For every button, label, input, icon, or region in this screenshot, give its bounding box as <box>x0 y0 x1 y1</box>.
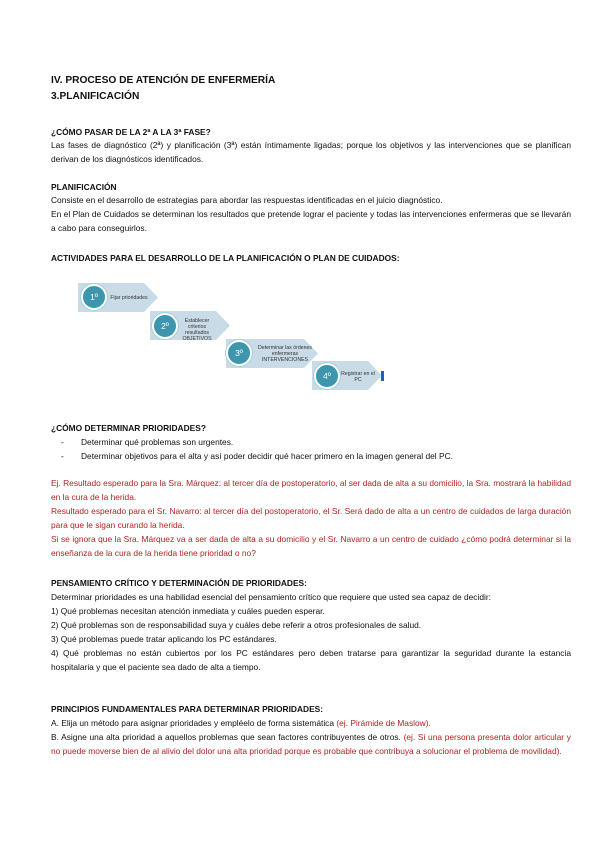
fase-heading: ¿CÓMO PASAR DE LA 2ª A LA 3ª FASE? <box>51 127 211 137</box>
list-item: - Determinar qué problemas son urgentes. <box>51 435 571 449</box>
example-paragraph-2: Resultado esperado para el Sr. Navarro: al tercer día del postoperatorio, el Sr. Será dado de alta a un centro de cuidados de larga duración para que le sigan curando la herida. <box>51 506 571 530</box>
step-4-number: 4º <box>314 363 340 389</box>
planificacion-paragraph-2: En el Plan de Cuidados se determinan los resultados que pretende lograr el paciente y todas las intervenciones enfermeras que se llevarán a cabo para conseguirlos. <box>51 209 571 233</box>
planificacion-heading: PLANIFICACIÓN <box>51 182 117 192</box>
principle-a-example: (ej. Pirámide de Maslow). <box>336 718 431 728</box>
step-3-label: Determinar las órdenes enfermeras INTERVENCIONES <box>258 345 312 363</box>
example-paragraph-1: Ej. Resultado esperado para la Sra. Márquez: al tercer día de postoperatorio, al ser dada de alta a su domicilio, la Sra. mostrará la habilidad en la cura de la herida. <box>51 478 571 502</box>
pensamiento-heading: PENSAMIENTO CRÍTICO Y DETERMINACIÓN DE PRIORIDADES: <box>51 578 307 588</box>
list-item: 3) Qué problemas puede tratar aplicando los PC estándares. <box>51 634 277 644</box>
pensamiento-block <box>51 590 571 674</box>
principle-a-text: A. Elija un método para asignar prioridades y empléelo de forma sistemática <box>51 718 337 728</box>
step-4-label: Registrar en el PC <box>341 371 375 383</box>
section-title: IV. PROCESO DE ATENCIÓN DE ENFERMERÍA <box>51 75 276 86</box>
planificacion-paragraph-1: Consiste en el desarrollo de estrategias para abordar las respuestas identificadas en el juicio diagnóstico. <box>51 195 443 205</box>
principios-heading: PRINCIPIOS FUNDAMENTALES PARA DETERMINAR PRIORIDADES: <box>51 704 324 714</box>
principle-b-text: B. Asigne una alta prioridad a aquellos problemas que sean factores contribuyentes de otros. <box>51 732 404 742</box>
prioridades-heading: ¿CÓMO DETERMINAR PRIORIDADES? <box>51 423 206 433</box>
pensamiento-intro: Determinar prioridades es una habilidad esencial del pensamiento crítico que requiere que usted sea capaz de decidir: <box>51 592 491 602</box>
marker-icon <box>381 371 384 381</box>
step-1-number: 1º <box>81 284 107 310</box>
step-2-label: Establecer criterios resultados OBJETIVOS <box>182 318 212 342</box>
step-2-number: 2º <box>152 313 178 339</box>
list-item: 1) Qué problemas necesitan atención inmediata y cuáles pueden esperar. <box>51 606 325 616</box>
prioridades-list <box>51 435 571 463</box>
planning-steps-diagram <box>78 283 388 395</box>
list-item: - Determinar objetivos para el alta y así poder decidir qué hacer primero en la imagen general del PC. <box>51 449 571 463</box>
list-item: 2) Qué problemas son de responsabilidad suya y cuáles debe referir a otros profesionales de salud. <box>51 620 422 630</box>
principios-block <box>51 716 571 758</box>
actividades-heading: ACTIVIDADES PARA EL DESARROLLO DE LA PLANIFICACIÓN O PLAN DE CUIDADOS: <box>51 253 400 263</box>
step-3-number: 3º <box>226 340 252 366</box>
principle-b <box>51 730 571 758</box>
section-subtitle: 3.PLANIFICACIÓN <box>51 91 140 102</box>
fase-paragraph: Las fases de diagnóstico (2ª) y planificación (3ª) están íntimamente ligadas; porque los objetivos y las intervenciones que se planifican derivan de los diagnósticos identificados. <box>51 140 571 164</box>
step-1-label: Fijar prioridades <box>110 295 148 301</box>
list-item: 4) Qué problemas no están cubiertos por los PC estándares pero deben tratarse para garantizar la seguridad durante la estancia hospitalaria y que el paciente sea dado de alta a tiempo. <box>51 648 571 672</box>
principle-b-example: (ej. Si una persona presenta dolor articular y no puede moverse bien de al alivio del dolor una alta prioridad porque es probable que contribuya a solucionar el problema de movilidad). <box>51 732 571 756</box>
example-paragraph-3: Si se ignora que la Sra. Márquez va a ser dada de alta a su domicilio y el Sr. Navarro a un centro de cuidado ¿cómo podrá determinar si la enseñanza de la cura de la herida tiene prioridad o no? <box>51 534 571 558</box>
principle-a <box>51 716 571 730</box>
